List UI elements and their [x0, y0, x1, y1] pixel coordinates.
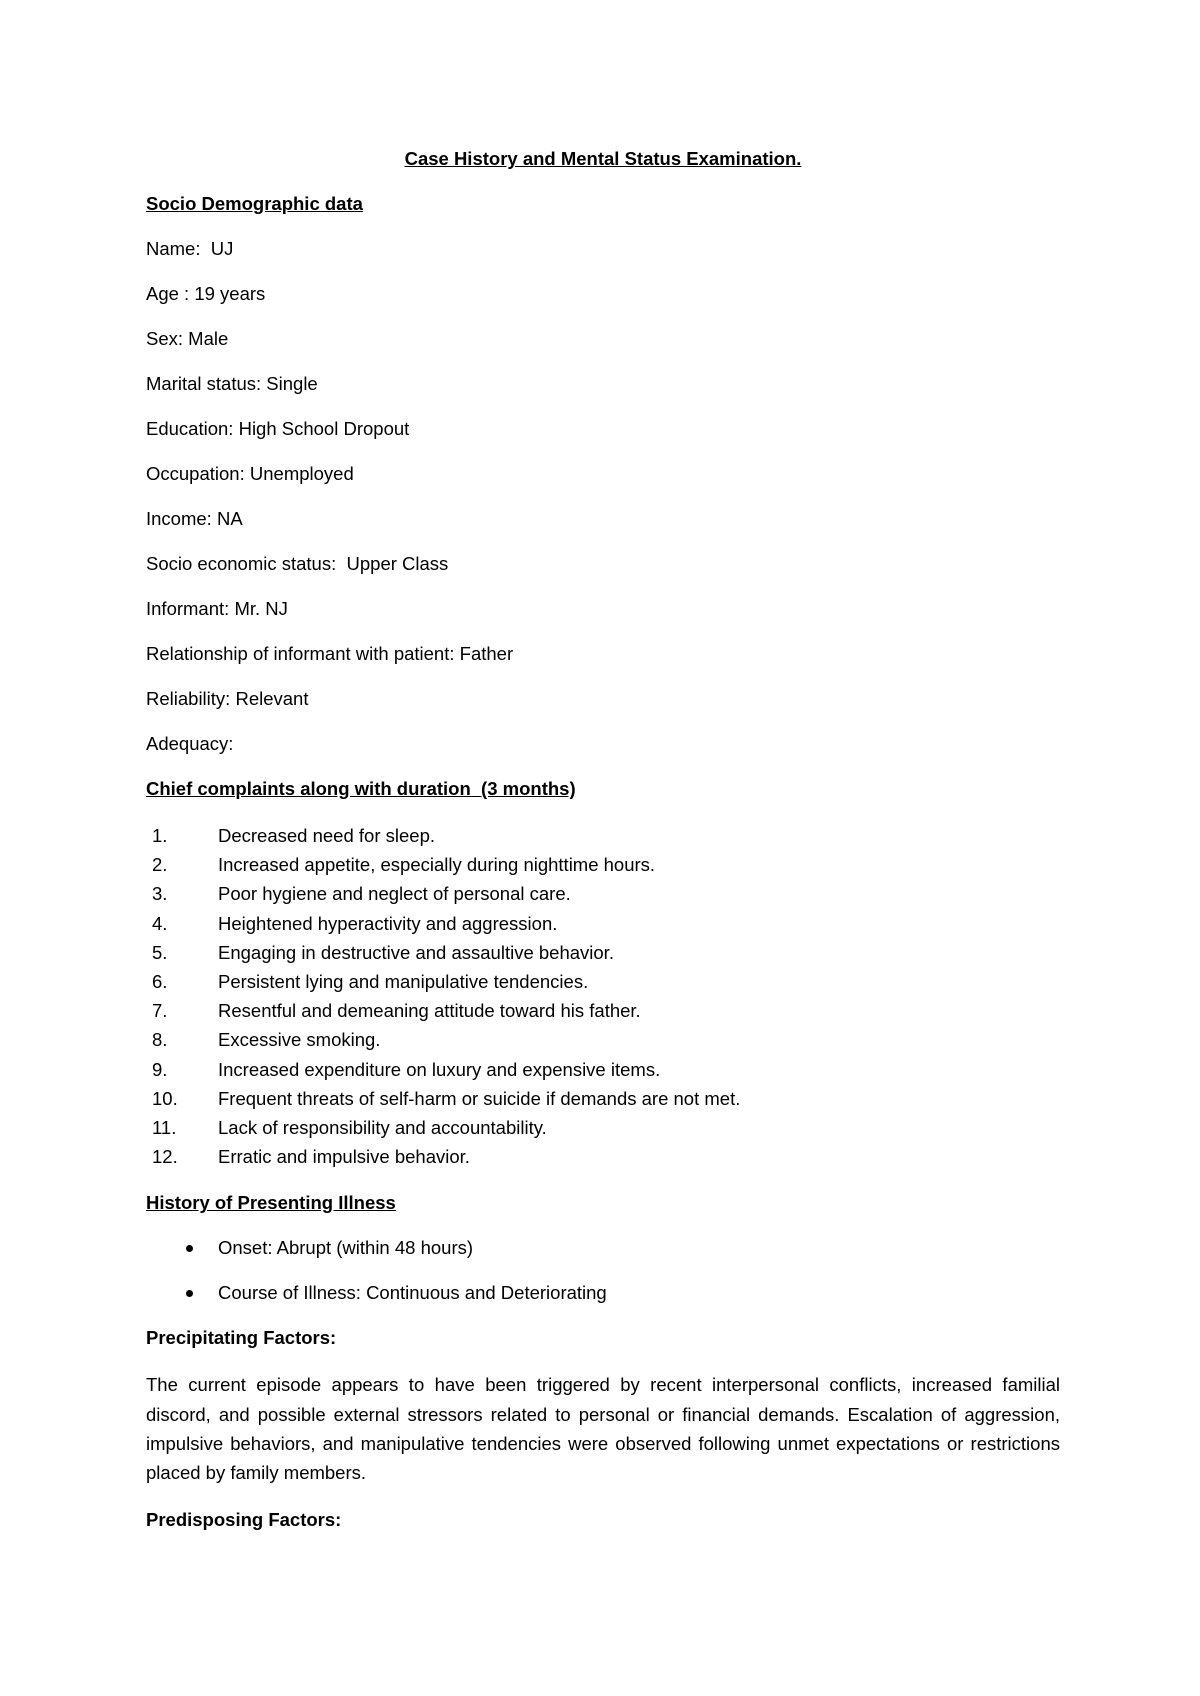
list-number: 2. — [152, 854, 168, 876]
field-label: Socio economic status: — [146, 553, 337, 574]
list-item-text: Persistent lying and manipulative tendencies. — [218, 970, 589, 992]
hpi-bullet-list — [146, 1235, 1060, 1306]
field-value: Upper Class — [346, 553, 449, 574]
heading-history-presenting-illness: History of Presenting Illness — [146, 1192, 396, 1214]
heading-precipitating-factors: Precipitating Factors: — [146, 1327, 337, 1349]
field-value: High School Dropout — [238, 418, 410, 439]
field-reliability — [146, 686, 1060, 712]
heading-predisposing-factors: Predisposing Factors: — [146, 1508, 342, 1530]
field-label: Education: — [146, 418, 234, 439]
field-value: Mr. NJ — [234, 598, 288, 619]
field-name — [146, 236, 1060, 262]
field-education — [146, 416, 1060, 442]
field-label: Reliability: — [146, 688, 231, 709]
list-item — [146, 850, 1060, 879]
field-relationship — [146, 641, 1060, 667]
field-label: Age : — [146, 283, 190, 304]
field-income — [146, 506, 1060, 532]
field-value: Male — [188, 328, 229, 349]
list-item-text: Poor hygiene and neglect of personal care. — [218, 883, 571, 905]
field-value: Relevant — [235, 688, 309, 709]
list-item-text: Increased expenditure on luxury and expensive items. — [218, 1058, 661, 1080]
field-value: Father — [459, 643, 514, 664]
field-label: Income: — [146, 508, 212, 529]
list-item — [146, 879, 1060, 908]
field-label: Adequacy: — [146, 733, 234, 754]
list-item-text: Engaging in destructive and assaultive behavior. — [218, 941, 614, 963]
list-number: 4. — [152, 912, 168, 934]
list-item — [146, 1025, 1060, 1054]
heading-socio-demographic: Socio Demographic data — [146, 193, 363, 214]
field-age — [146, 281, 1060, 307]
field-marital-status — [146, 371, 1060, 397]
field-value: UJ — [210, 238, 234, 259]
list-number: 10. — [152, 1087, 178, 1109]
list-item — [146, 821, 1060, 850]
list-number: 5. — [152, 941, 168, 963]
complaints-list — [146, 821, 1060, 1171]
list-item-text: Erratic and impulsive behavior. — [218, 1146, 470, 1168]
bullet-icon — [186, 1245, 193, 1252]
field-label: Relationship of informant with patient: — [146, 643, 455, 664]
field-value: 19 years — [194, 283, 266, 304]
list-number: 12. — [152, 1146, 178, 1168]
field-label: Occupation: — [146, 463, 245, 484]
heading-chief-complaints: Chief complaints along with duration (3 months) — [146, 778, 576, 799]
list-item-text: Lack of responsibility and accountability. — [218, 1116, 547, 1138]
list-number: 11. — [152, 1116, 177, 1138]
document-title: Case History and Mental Status Examination. — [404, 148, 802, 169]
list-item-text: Frequent threats of self-harm or suicide if demands are not met. — [218, 1087, 741, 1109]
field-label: Name: — [146, 238, 201, 259]
list-item — [146, 1142, 1060, 1171]
list-number: 1. — [152, 825, 168, 846]
field-socio-economic-status — [146, 551, 1060, 577]
list-number: 9. — [152, 1058, 168, 1080]
list-item — [146, 1055, 1060, 1084]
list-item — [146, 996, 1060, 1025]
field-label: Sex: — [146, 328, 184, 349]
list-item — [146, 909, 1060, 938]
document-content — [146, 146, 1060, 1552]
list-item-text: Excessive smoking. — [218, 1029, 381, 1051]
list-item — [146, 1084, 1060, 1113]
field-label: Marital status: — [146, 373, 262, 394]
list-item-text: Heightened hyperactivity and aggression. — [218, 912, 558, 934]
field-value: Unemployed — [249, 463, 354, 484]
field-value: Single — [266, 373, 318, 394]
list-item-text: Decreased need for sleep. — [218, 825, 435, 846]
bullet-text: Onset: Abrupt (within 48 hours) — [218, 1237, 474, 1259]
field-value: NA — [216, 508, 243, 529]
list-item-text: Increased appetite, especially during nighttime hours. — [218, 854, 656, 876]
list-item — [146, 1113, 1060, 1142]
list-item — [146, 967, 1060, 996]
field-label: Informant: — [146, 598, 230, 619]
field-informant — [146, 596, 1060, 622]
list-number: 3. — [152, 883, 168, 905]
field-occupation — [146, 461, 1060, 487]
list-item-text: Resentful and demeaning attitude toward his father. — [218, 1000, 641, 1022]
bullet-icon — [186, 1290, 193, 1297]
field-adequacy — [146, 731, 1060, 757]
bullet-item-onset — [146, 1235, 1060, 1261]
list-number: 7. — [152, 1000, 168, 1022]
list-number: 6. — [152, 970, 168, 992]
list-item — [146, 938, 1060, 967]
precipitating-paragraph: The current episode appears to have been triggered by recent interpersonal conflicts, increased familial discord, and possible external stressors related to personal or financial demands. Escalation of aggression, impulsive behaviors, and manipulative tendencies were observed following unmet expectations or restrictions placed by family members. — [146, 1374, 1060, 1484]
bullet-item-course — [146, 1280, 1060, 1306]
field-sex — [146, 326, 1060, 352]
demographic-fields — [146, 236, 1060, 757]
bullet-text: Course of Illness: Continuous and Deteriorating — [218, 1282, 607, 1304]
list-number: 8. — [152, 1029, 168, 1051]
